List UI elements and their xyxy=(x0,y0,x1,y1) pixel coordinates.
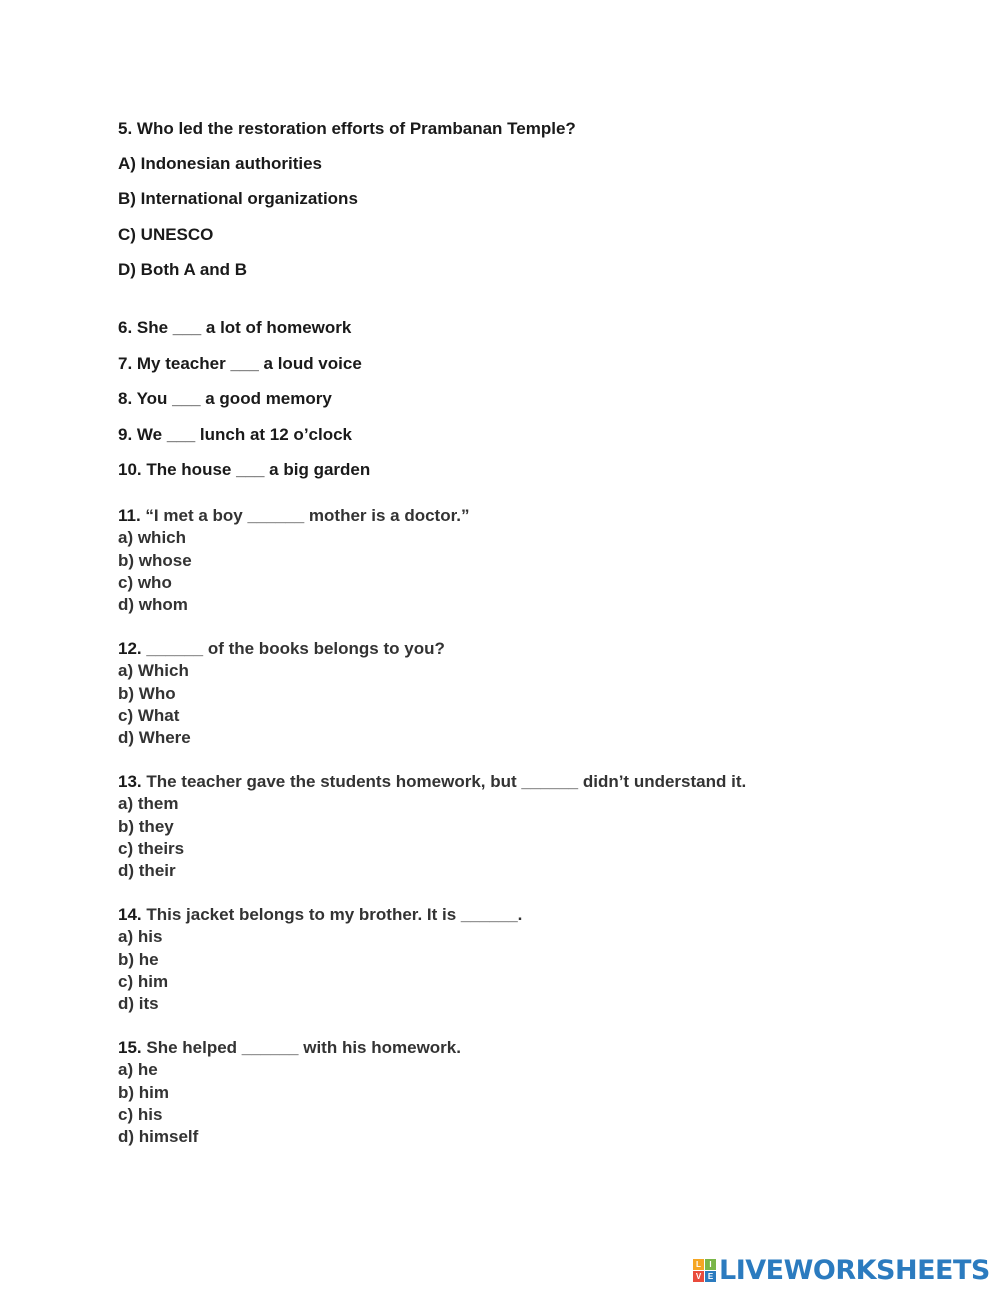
q5-option-d: D) Both A and B xyxy=(118,260,248,279)
question-11 xyxy=(118,505,470,527)
option-a: a) his xyxy=(118,927,163,947)
question-14 xyxy=(118,904,522,926)
question-14-block xyxy=(118,904,522,1015)
option-c: c) What xyxy=(118,705,180,725)
logo-text: LIVEWORKSHEETS xyxy=(719,1254,990,1286)
option-a: a) Which xyxy=(118,661,189,681)
logo-block: I xyxy=(705,1259,716,1270)
question-13 xyxy=(118,771,746,793)
question-8: 8. You ___ a good memory xyxy=(118,389,332,408)
question-text: ______ of the books belongs to you? xyxy=(141,639,445,658)
option-d: d) Where xyxy=(118,728,191,748)
option-d: d) himself xyxy=(118,1127,199,1147)
liveworksheets-logo xyxy=(693,1255,990,1285)
q5-option-b: B) International organizations xyxy=(118,189,358,208)
logo-block: E xyxy=(705,1271,716,1282)
question-12 xyxy=(118,638,445,660)
question-9: 9. We ___ lunch at 12 o’clock xyxy=(118,425,353,444)
question-text: “I met a boy ______ mother is a doctor.” xyxy=(140,506,470,525)
question-15 xyxy=(118,1037,461,1059)
question-number: 15. xyxy=(118,1038,142,1057)
question-6: 6. She ___ a lot of homework xyxy=(118,318,352,337)
option-b: b) whose xyxy=(118,550,192,570)
question-text: This jacket belongs to my brother. It is ______. xyxy=(141,905,523,924)
option-a: a) which xyxy=(118,528,187,548)
logo-block: V xyxy=(693,1271,704,1282)
option-b: b) Who xyxy=(118,683,176,703)
logo-icon xyxy=(693,1259,716,1282)
option-b: b) they xyxy=(118,816,174,836)
option-d: d) their xyxy=(118,861,176,881)
question-10: 10. The house ___ a big garden xyxy=(118,460,371,479)
question-number: 14. xyxy=(118,905,142,924)
question-5: 5. Who led the restoration efforts of Prambanan Temple? xyxy=(118,119,576,138)
question-number: 11. xyxy=(118,506,141,525)
option-c: c) who xyxy=(118,572,172,592)
question-12-block xyxy=(118,638,445,749)
question-number: 13. xyxy=(118,772,142,791)
option-c: c) him xyxy=(118,971,169,991)
option-b: b) him xyxy=(118,1082,169,1102)
option-a: a) them xyxy=(118,794,179,814)
option-d: d) whom xyxy=(118,595,188,615)
question-text: She helped ______ with his homework. xyxy=(141,1038,461,1057)
question-15-block xyxy=(118,1037,461,1148)
option-b: b) he xyxy=(118,949,159,969)
logo-block: L xyxy=(693,1259,704,1270)
option-d: d) its xyxy=(118,994,159,1014)
option-c: c) theirs xyxy=(118,838,185,858)
question-text: The teacher gave the students homework, but ______ didn’t understand it. xyxy=(141,772,747,791)
option-a: a) he xyxy=(118,1060,158,1080)
question-7: 7. My teacher ___ a loud voice xyxy=(118,354,362,373)
question-13-block xyxy=(118,771,746,882)
question-number: 12. xyxy=(118,639,142,658)
question-11-block xyxy=(118,505,470,616)
q5-option-c: C) UNESCO xyxy=(118,225,214,244)
option-c: c) his xyxy=(118,1104,163,1124)
q5-option-a: A) Indonesian authorities xyxy=(118,154,323,173)
